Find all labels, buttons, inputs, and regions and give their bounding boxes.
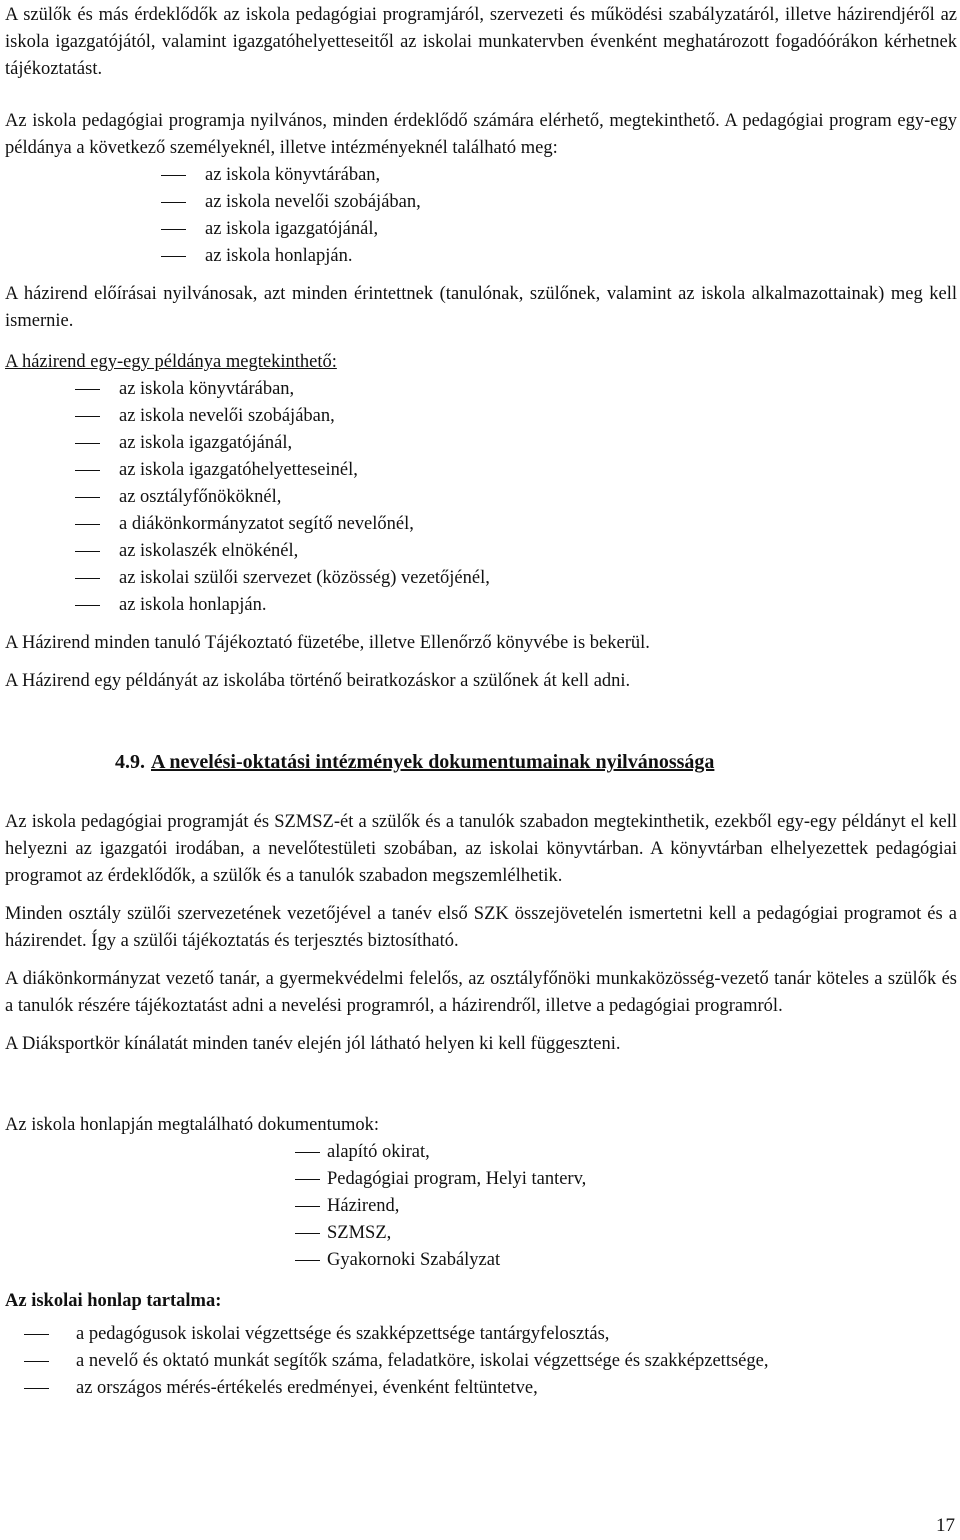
dash-bullet <box>161 202 186 203</box>
dash-bullet <box>75 443 100 444</box>
paragraph-booklet: A Házirend minden tanuló Tájékoztató füzetébe, illetve Ellenőrző könyvébe is bekerül. <box>5 633 650 653</box>
dash-bullet <box>75 470 100 471</box>
list-item: a nevelő és oktató munkát segítők száma, feladatköre, iskolai végzettsége és szakképzettsége, <box>5 1348 957 1375</box>
dash-bullet <box>295 1152 320 1153</box>
list-item: SZMSZ, <box>5 1220 957 1247</box>
list-item: alapító okirat, <box>5 1139 957 1166</box>
dash-bullet <box>295 1260 320 1261</box>
dash-bullet <box>161 256 186 257</box>
list-item: az osztályfőnököknél, <box>5 484 957 511</box>
list-item: az iskolaszék elnökénél, <box>5 538 957 565</box>
list-item: az iskola igazgatóhelyetteseinél, <box>5 457 957 484</box>
paragraph-parent-meeting: Minden osztály szülői szervezetének vezetőjével a tanév első SZK összejövetelén ismertetni kell a pedagógiai programot és a házirendet. Így a szülői tájékoztatás és terjesztés biztosítható. <box>5 904 957 951</box>
paragraph-student-council: A diákönkormányzat vezető tanár, a gyermekvédelmi felelős, az osztályfőnöki munkaközösség-vezető tanár köteles a szülők és a tanulók részére tájékoztatást adni a nevelési programról, a házirendről, illetve a pedagógiai programról. <box>5 969 957 1016</box>
list-item: az iskola igazgatójánál, <box>5 216 957 243</box>
list-house-rules-locations <box>5 376 957 619</box>
dash-bullet <box>75 605 100 606</box>
paragraph-sports-club: A Diáksportkör kínálatát minden tanév elején jól látható helyen ki kell függeszteni. <box>5 1034 621 1054</box>
list-website-content <box>5 1321 957 1402</box>
list-item: a diákönkormányzatot segítő nevelőnél, <box>5 511 957 538</box>
list-item: az iskola honlapján. <box>5 243 957 270</box>
section-heading <box>5 749 957 776</box>
page-number: 17 <box>936 1515 955 1536</box>
list-item: Gyakornoki Szabályzat <box>5 1247 957 1274</box>
dash-bullet <box>295 1179 320 1180</box>
list-item: az országos mérés-értékelés eredményei, évenként feltüntetve, <box>5 1375 957 1402</box>
paragraph-consultation: A szülők és más érdeklődők az iskola pedagógiai programjáról, szervezeti és működési szabályzatáról, illetve házirendjéről az iskola igazgatójától, valamint igazgatóhelyetteseitől az iskolai munkatervben évenként meghatározott fogadóórákon kérhetnek tájékoztatást. <box>5 5 957 79</box>
dash-bullet <box>75 578 100 579</box>
list-program-locations <box>5 162 957 270</box>
paragraph-website-content: Az iskolai honlap tartalma: <box>5 1291 222 1311</box>
list-item: a pedagógusok iskolai végzettsége és szakképzettsége tantárgyfelosztás, <box>5 1321 957 1348</box>
dash-bullet <box>75 497 100 498</box>
list-item: az iskola honlapján. <box>5 592 957 619</box>
paragraph-program-public: Az iskola pedagógiai programja nyilvános, minden érdeklődő számára elérhető, megtekinthető. A pedagógiai program egy-egy példánya a következő személyeknél, illetve intézményeknél található meg: <box>5 111 957 158</box>
list-item: az iskola könyvtárában, <box>5 162 957 189</box>
list-item: az iskolai szülői szervezet (közösség) vezetőjénél, <box>5 565 957 592</box>
document-page <box>5 2 957 1402</box>
paragraph-house-rules: A házirend előírásai nyilvánosak, azt minden érintettnek (tanulónak, szülőnek, valamint az iskola alkalmazottainak) meg kell ismernie. <box>5 284 957 331</box>
section-number: 4.9. <box>115 751 145 773</box>
dash-bullet <box>295 1233 320 1234</box>
list-item: Házirend, <box>5 1193 957 1220</box>
dash-bullet <box>295 1206 320 1207</box>
dash-bullet <box>24 1361 49 1362</box>
list-item: az iskola igazgatójánál, <box>5 430 957 457</box>
list-item: az iskola nevelői szobájában, <box>5 403 957 430</box>
section-title: A nevelési-oktatási intézmények dokumentumainak nyilvánossága <box>151 751 715 773</box>
dash-bullet <box>75 416 100 417</box>
dash-bullet <box>75 551 100 552</box>
dash-bullet <box>161 175 186 176</box>
dash-bullet <box>24 1388 49 1389</box>
paragraph-enrollment: A Házirend egy példányát az iskolába történő beiratkozáskor a szülőnek át kell adni. <box>5 671 631 691</box>
list-item: az iskola nevelői szobájában, <box>5 189 957 216</box>
dash-bullet <box>75 524 100 525</box>
paragraph-house-rules-intro: A házirend egy-egy példánya megtekinthető: <box>5 352 337 372</box>
dash-bullet <box>75 389 100 390</box>
paragraph-documents-access: Az iskola pedagógiai programját és SZMSZ-ét a szülők és a tanulók szabadon megtekinthetik, ezekből egy-egy példányt el kell helyezni az igazgatói irodában, a nevelőtestületi szobában, az iskolai könyvtárban. A könyvtárban elhelyezettek pedagógiai programot az érdeklődők, a szülők és a tanulók szabadon megszemlélhetik. <box>5 812 957 886</box>
dash-bullet <box>24 1334 49 1335</box>
paragraph-website-documents: Az iskola honlapján megtalálható dokumentumok: <box>5 1115 380 1135</box>
dash-bullet <box>161 229 186 230</box>
list-item: az iskola könyvtárában, <box>5 376 957 403</box>
list-website-documents <box>5 1139 957 1274</box>
list-item: Pedagógiai program, Helyi tanterv, <box>5 1166 957 1193</box>
